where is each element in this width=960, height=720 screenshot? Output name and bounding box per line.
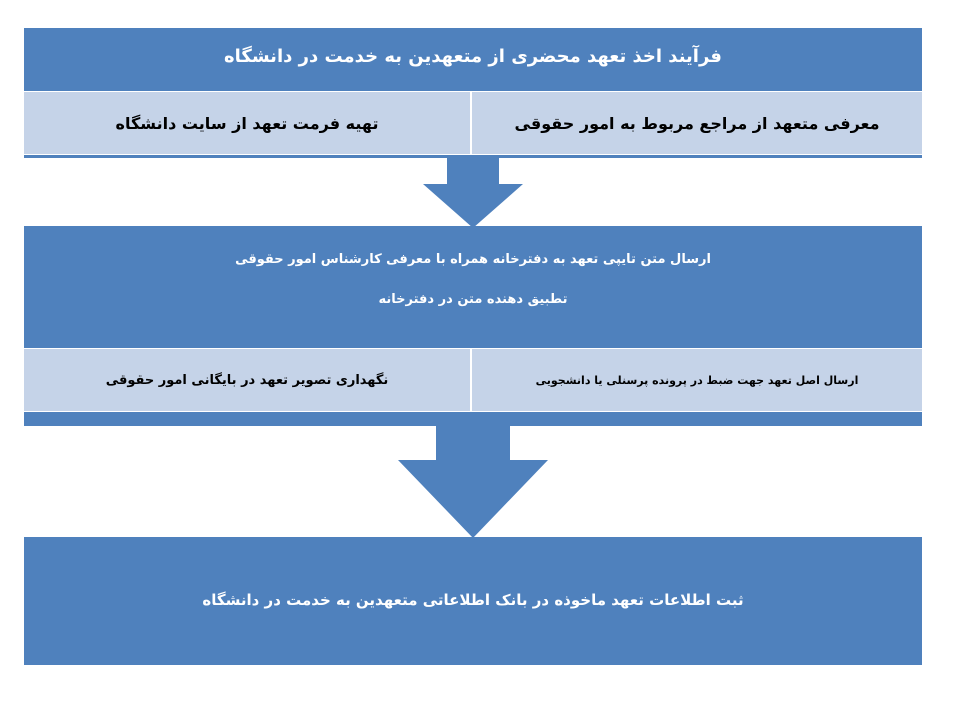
top-left-cell <box>23 91 471 155</box>
middle-right-cell <box>471 348 923 412</box>
process-title: فرآیند اخذ تعهد محضری از متعهدین به خدمت در دانشگاه <box>224 46 722 67</box>
middle-left-cell-text: نگهداری تصویر تعهد در بایگانی امور حقوقی <box>105 372 389 388</box>
bottom-block <box>24 537 922 665</box>
middle-right-cell-text: ارسال اصل تعهد جهت ضبط در پرونده پرسنلی یا دانشجویی <box>535 373 859 387</box>
bottom-text: ثبت اطلاعات تعهد ماخوذه در بانک اطلاعاتی متعهدین به خدمت در دانشگاه <box>202 591 744 609</box>
middle-line-1: ارسال متن تایپی تعهد به دفترخانه همراه با معرفی کارشناس امور حقوقی <box>235 252 711 267</box>
down-arrow-icon <box>423 156 523 228</box>
middle-line-2: تطبیق دهنده متن در دفترخانه <box>378 292 568 307</box>
middle-left-cell <box>23 348 471 412</box>
top-right-cell <box>471 91 923 155</box>
top-left-cell-text: تهیه فرمت تعهد از سایت دانشگاه <box>115 113 379 133</box>
top-right-cell-text: معرفی متعهد از مراجع مربوط به امور حقوقی <box>514 113 880 133</box>
down-arrow-icon <box>398 424 548 538</box>
middle-block <box>24 226 922 426</box>
top-block <box>24 28 922 158</box>
